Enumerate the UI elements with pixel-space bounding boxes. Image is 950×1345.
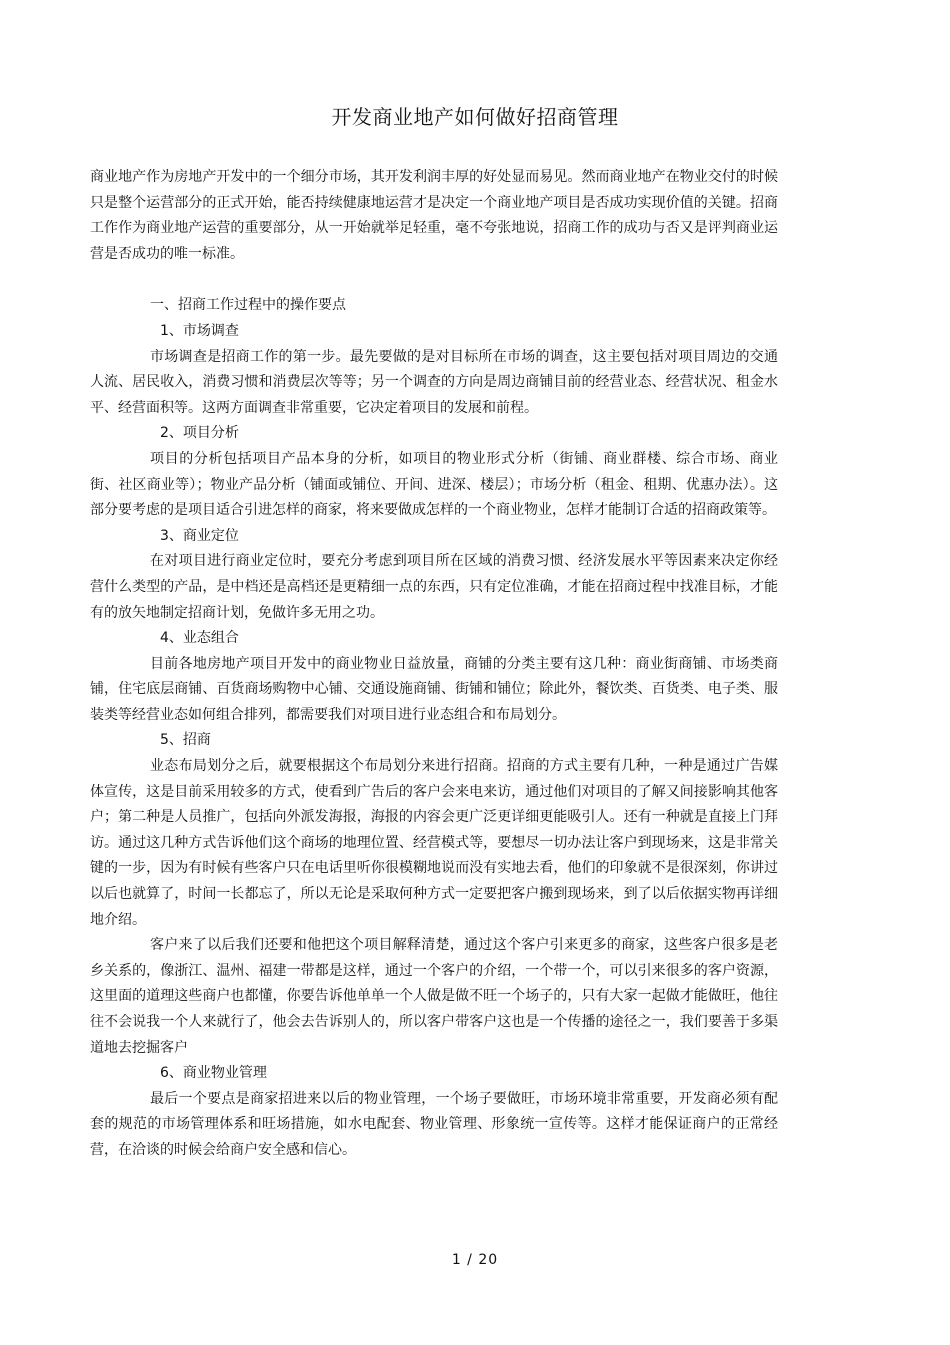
intro-paragraph: 商业地产作为房地产开发中的一个细分市场，其开发利润丰厚的好处显而易见。然而商业地产在物业交付的时候只是整个运营部分的正式开始，能否持续健康地运营才是决定一个商业地产项目是否成功实现价值的关键。招商工作作为商业地产运营的重要部分，从一开始就举足轻重，毫不夸张地说，招商工作的成功与否又是评判商业运营是否成功的唯一标准。 [90,169,778,262]
item-paragraph: 项目的分析包括项目产品本身的分析，如项目的物业形式分析（街铺、商业群楼、综合市场、商业街、社区商业等）；物业产品分析（铺面或铺位、开间、进深、楼层）；市场分析（租金、租期、优惠办法）。这部分要考虑的是项目适合引进怎样的商家，将来要做成怎样的一个商业物业，怎样才能制订合适的招商政策等。 [90,450,778,519]
section-heading: 一、招商工作过程中的操作要点 [150,297,346,314]
item-paragraph: 在对项目进行商业定位时，要充分考虑到项目所在区域的消费习惯、经济发展水平等因素来决定你经营什么类型的产品，是中档还是高档还是更精细一点的东西，只有定位准确，才能在招商过程中找准目标，才能有的放矢地制定招商计划，免做许多无用之功。 [90,553,778,621]
item-heading-market-research: 1、市场调查 [160,322,239,339]
item-heading-property-management: 6、商业物业管理 [160,1065,267,1082]
page-number: 1 / 20 [451,1252,499,1268]
item-heading-project-analysis: 2、项目分析 [160,425,239,442]
item-paragraph: 最后一个要点是商家招进来以后的物业管理，一个场子要做旺，市场环境非常重要，开发商必须有配套的规范的市场管理体系和旺场措施，如水电配套、物业管理、形象统一宣传等。这样才能保证商户的正常经营，在洽谈的时候会给商户安全感和信心。 [90,1090,778,1158]
item-paragraph: 业态布局划分之后，就要根据这个布局划分来进行招商。招商的方式主要有几种，一种是通过广告媒体宣传，这是目前采用较多的方式，使看到广告后的客户会来电来访，通过他们对项目的了解又间接影响其他客户；第二种是人员推广，包括向外派发海报，海报的内容会更广泛更详细更能吸引人。还有一种就是直接上门拜访。通过这几种方式告诉他们这个商场的地理位置、经营模式等，要想尽一切办法让客户到现场来，这是非常关键的一步，因为有时候有些客户只在电话里听你很模糊地说而没有实地去看，他们的印象就不是很深刻，你讲过以后也就算了，时间一长都忘了，所以无论是采取何种方式一定要把客户搬到现场来，到了以后依据实物再详细地介绍。 [90,758,778,928]
item-paragraph: 市场调查是招商工作的第一步。最先要做的是对目标所在市场的调查，这主要包括对项目周边的交通人流、居民收入，消费习惯和消费层次等等；另一个调查的方向是周边商铺目前的经营业态、经营状况、租金水平、经营面积等。这两方面调查非常重要，它决定着项目的发展和前程。 [90,348,778,416]
item-paragraph: 目前各地房地产项目开发中的商业物业日益放量，商铺的分类主要有这几种：商业街商铺、市场类商铺，住宅底层商铺、百货商场购物中心铺、交通设施商铺、街铺和铺位；除此外，餐饮类、百货类、电子类、服装类等经营业态如何组合排列，都需要我们对项目进行业态组合和布局划分。 [90,655,778,723]
page-title: 开发商业地产如何做好招商管理 [331,105,619,129]
item-heading-commercial-positioning: 3、商业定位 [160,527,239,544]
item-heading-business-mix: 4、业态组合 [160,630,239,647]
item-heading-leasing: 5、招商 [160,732,211,749]
item-paragraph: 客户来了以后我们还要和他把这个项目解释清楚，通过这个客户引来更多的商家，这些客户很多是老乡关系的，像浙江、温州、福建一带都是这样，通过一个客户的介绍，一个带一个，可以引来很多的客户资源，这里面的道理这些商户也都懂，你要告诉他单单一个人做是做不旺一个场子的，只有大家一起做才能做旺，他往往不会说我一个人来就行了，他会去告诉别人的，所以客户带客户这也是一个传播的途径之一，我们要善于多渠道地去挖掘客户 [90,937,778,1056]
document-body [90,165,778,1164]
